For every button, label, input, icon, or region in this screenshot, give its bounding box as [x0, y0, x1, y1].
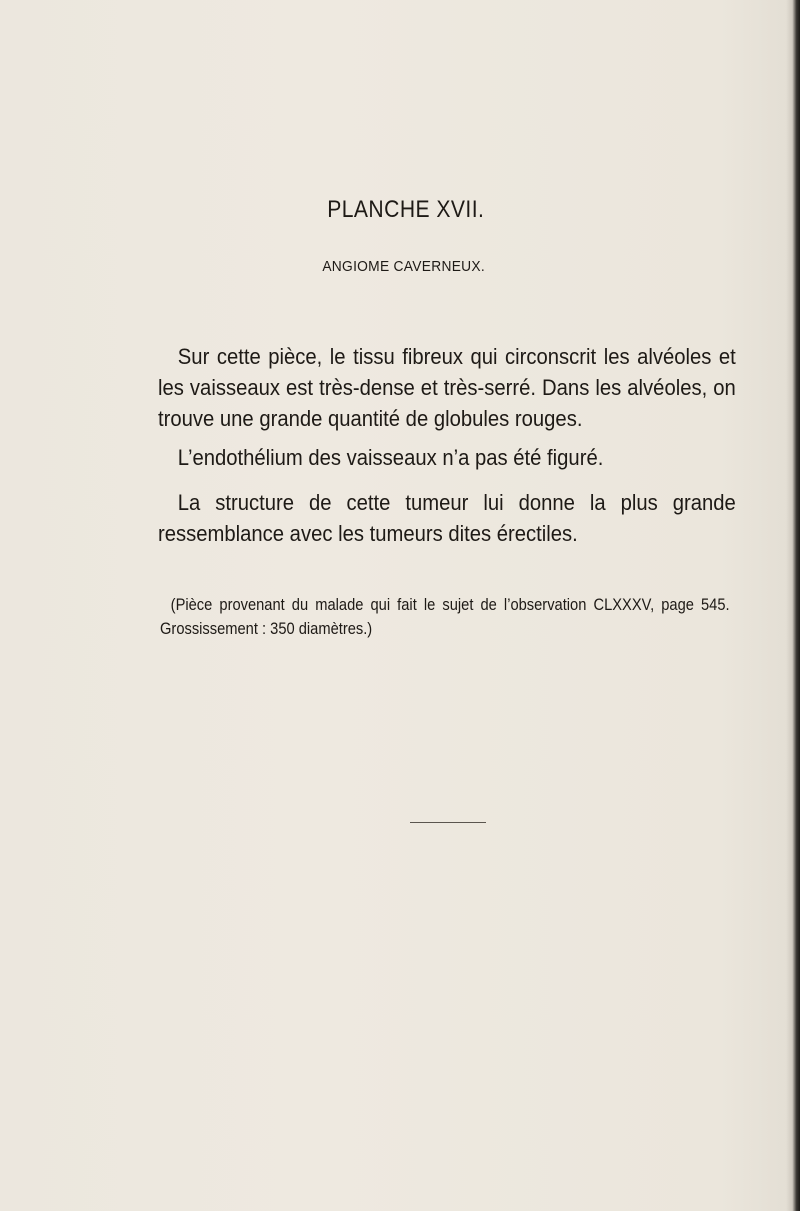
plate-title: PLANCHE XVII.	[327, 196, 485, 223]
page-edge-shadow	[786, 0, 800, 1211]
specimen-caption: (Pièce provenant du malade qui fait le sujet de l’observation CLXXXV, page 545. Grossissement : 350 diamètres.)	[160, 596, 730, 638]
paragraph-tissue-description: Sur cette pièce, le tissu fibreux qui circonscrit les alvéoles et les vaisseaux est très-dense et très-serré. Dans les alvéoles, on trouve une grande quantité de globules rouges.	[158, 344, 736, 431]
paragraph-endothelium-note: L’endothélium des vaisseaux n’a pas été figuré.	[177, 445, 604, 470]
section-divider	[410, 822, 486, 823]
plate-subtitle: ANGIOME CAVERNEUX.	[322, 258, 486, 275]
paragraph-structure-resemblance: La structure de cette tumeur lui donne la plus grande ressemblance avec les tumeurs dites érectiles.	[158, 490, 736, 546]
